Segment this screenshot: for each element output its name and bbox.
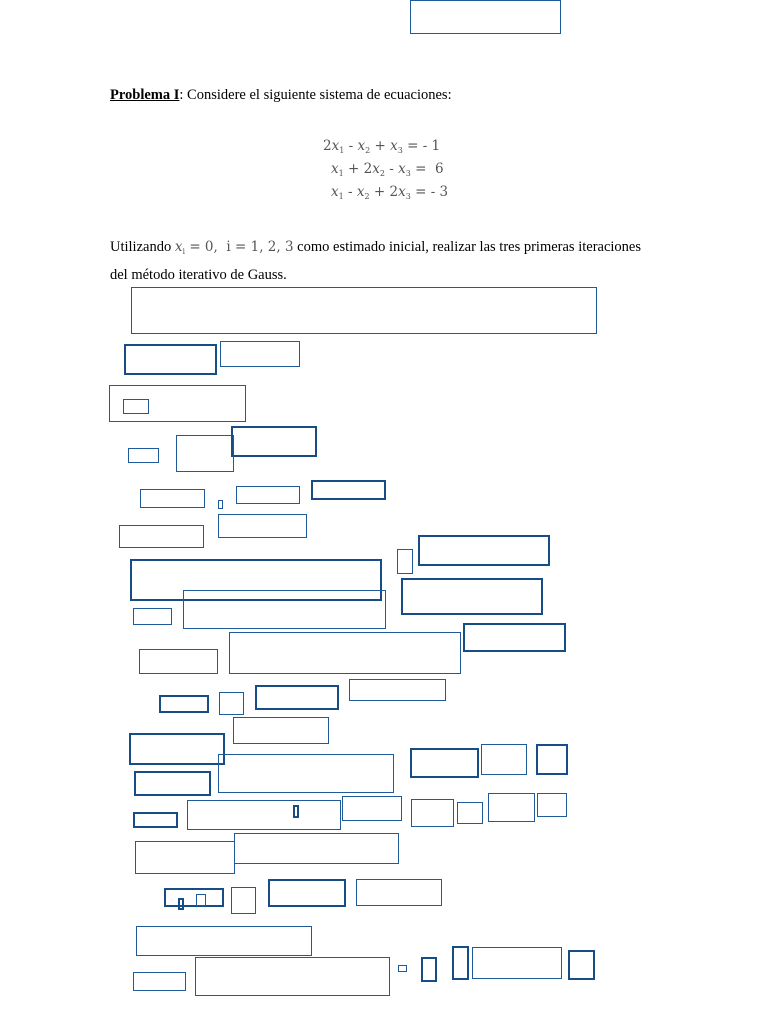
- equation-1: $2x_1 - x_2 + x_3$ = - 1: [323, 138, 441, 155]
- problem-statement: [110, 85, 452, 105]
- placeholder-box: [401, 578, 543, 615]
- placeholder-box: [218, 500, 223, 509]
- placeholder-box: [411, 799, 454, 827]
- placeholder-box: [131, 287, 597, 334]
- placeholder-box: [463, 623, 566, 652]
- problem-intro: : Considere el siguiente sistema de ecuaciones:: [179, 87, 452, 103]
- placeholder-box: [220, 341, 300, 367]
- placeholder-box: [342, 796, 402, 821]
- instruction-line-2: del método iterativo de Gauss.: [110, 267, 287, 283]
- placeholder-box: [134, 771, 211, 796]
- placeholder-box: [255, 685, 339, 710]
- placeholder-box: [124, 344, 217, 375]
- placeholder-box: [472, 947, 562, 979]
- placeholder-box: [135, 841, 235, 874]
- placeholder-box: [536, 744, 568, 775]
- placeholder-box: [452, 946, 469, 980]
- equation-3: $x_1 - x_2 + 2x_3$ = - 3: [331, 184, 449, 201]
- placeholder-box: [236, 486, 300, 504]
- placeholder-box: [421, 957, 437, 982]
- placeholder-box: [133, 812, 178, 828]
- placeholder-box: [311, 480, 386, 500]
- placeholder-box: [457, 802, 483, 824]
- placeholder-box: [293, 805, 299, 818]
- placeholder-box: [139, 649, 218, 674]
- placeholder-box: [159, 695, 209, 713]
- placeholder-box: [119, 525, 204, 548]
- placeholder-box: [231, 426, 317, 457]
- placeholder-box: [133, 608, 172, 625]
- placeholder-box: [231, 887, 256, 914]
- placeholder-box: [187, 800, 341, 830]
- equation-2: $x_1 + 2x_2 - x_3 = 6$: [331, 161, 444, 178]
- placeholder-box: [136, 926, 312, 956]
- problem-title: Problema I: [110, 87, 180, 103]
- placeholder-box: [183, 590, 386, 629]
- placeholder-box: [164, 888, 224, 907]
- placeholder-box: [397, 549, 413, 574]
- placeholder-box: [349, 679, 446, 701]
- placeholder-box: [356, 879, 442, 906]
- placeholder-box: [398, 965, 407, 972]
- initial-estimate-math: $x_i = 0$, i = 1, 2, 3: [174, 239, 294, 256]
- placeholder-box: [176, 435, 234, 472]
- placeholder-box: [410, 748, 479, 778]
- placeholder-box: [537, 793, 567, 817]
- placeholder-box: [133, 972, 186, 991]
- placeholder-box: [418, 535, 550, 566]
- placeholder-box: [268, 879, 346, 907]
- placeholder-box: [195, 957, 390, 996]
- placeholder-box: [218, 754, 394, 793]
- header-placeholder-box: [410, 0, 561, 34]
- placeholder-box: [128, 448, 159, 463]
- placeholder-box: [229, 632, 461, 674]
- placeholder-box: [488, 793, 535, 822]
- placeholder-box: [233, 717, 329, 744]
- placeholder-box: [196, 894, 206, 906]
- placeholder-box: [219, 692, 244, 715]
- placeholder-box: [481, 744, 527, 775]
- placeholder-box: [178, 898, 184, 910]
- placeholder-box: [218, 514, 307, 538]
- placeholder-box: [234, 833, 399, 864]
- placeholder-box: [568, 950, 595, 980]
- placeholder-box: [140, 489, 205, 508]
- placeholder-box: [123, 399, 149, 414]
- instruction-line-1: Utilizando $x_i = 0$, i = 1, 2, 3 como estimado inicial, realizar las tres primeras iteraciones: [110, 239, 642, 256]
- placeholder-box: [129, 733, 225, 765]
